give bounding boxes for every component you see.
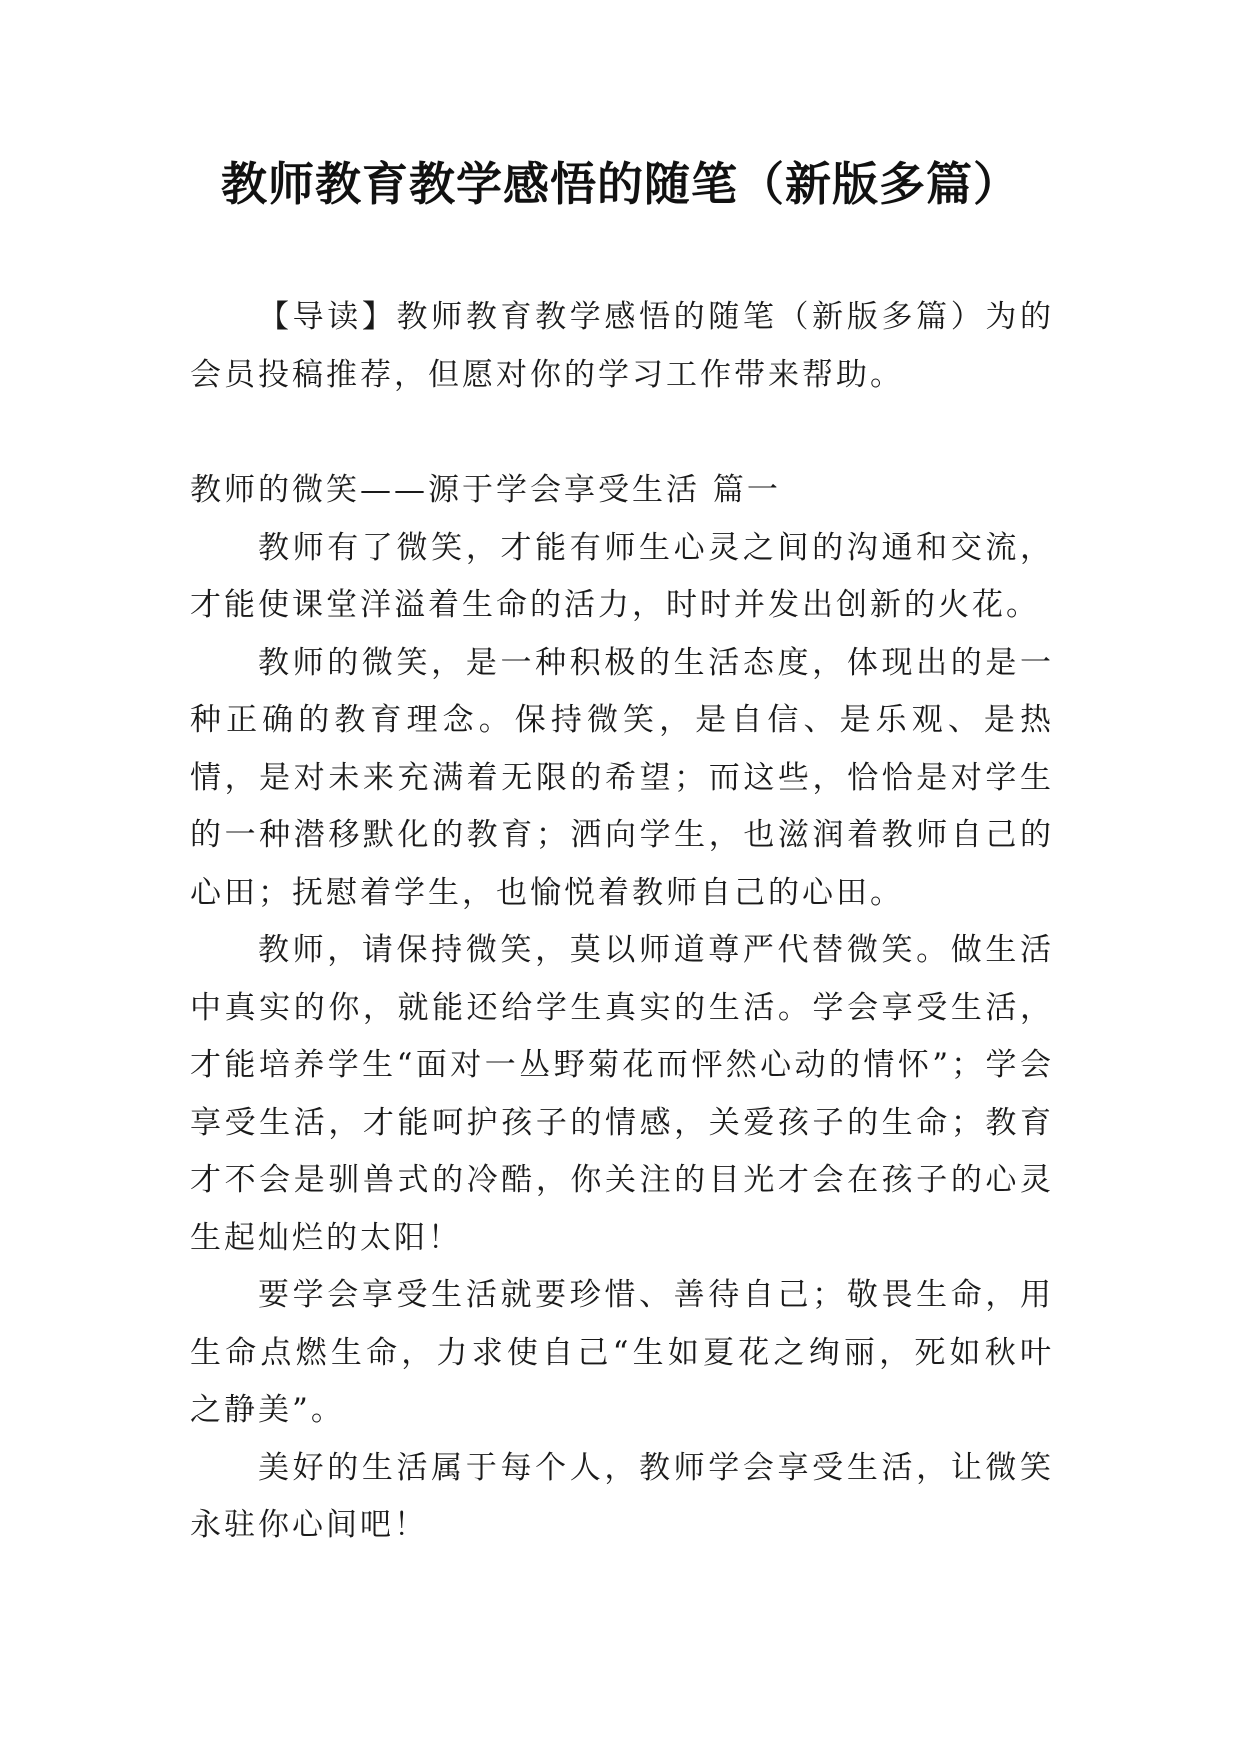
document-title: 教师教育教学感悟的随笔（新版多篇） [221, 157, 1020, 211]
body-paragraph-4: 要学会享受生活就要珍惜、善待自己；敬畏生命，用生命点燃生命，力求使自己“生如夏花之绚丽，死如秋叶之静美”。 [190, 1277, 1054, 1428]
intro-paragraph: 【导读】教师教育教学感悟的随笔（新版多篇）为的会员投稿推荐，但愿对你的学习工作带来帮助。 [190, 299, 1054, 393]
document-body [190, 289, 1054, 1555]
body-paragraph-2: 教师的微笑，是一种积极的生活态度，体现出的是一种正确的教育理念。保持微笑，是自信、是乐观、是热情，是对未来充满着无限的希望；而这些，恰恰是对学生的一种潜移默化的教育；洒向学生，也滋润着教师自己的心田；抚慰着学生，也愉悦着教师自己的心田。 [190, 644, 1054, 911]
body-paragraph-1: 教师有了微笑，才能有师生心灵之间的沟通和交流，才能使课堂洋溢着生命的活力，时时并发出创新的火花。 [190, 529, 1054, 623]
paragraph-spacer [190, 404, 1054, 462]
body-paragraph-5: 美好的生活属于每个人，教师学会享受生活，让微笑永驻你心间吧！ [190, 1449, 1054, 1543]
section-heading: 教师的微笑——源于学会享受生活 篇一 [190, 472, 781, 508]
body-paragraph-3: 教师，请保持微笑，莫以师道尊严代替微笑。做生活中真实的你，就能还给学生真实的生活。学会享受生活，才能培养学生“面对一丛野菊花而怦然心动的情怀”；学会享受生活，才能呵护孩子的情感，关爱孩子的生命；教育才不会是驯兽式的冷酷，你关注的目光才会在孩子的心灵生起灿烂的太阳！ [190, 932, 1054, 1256]
